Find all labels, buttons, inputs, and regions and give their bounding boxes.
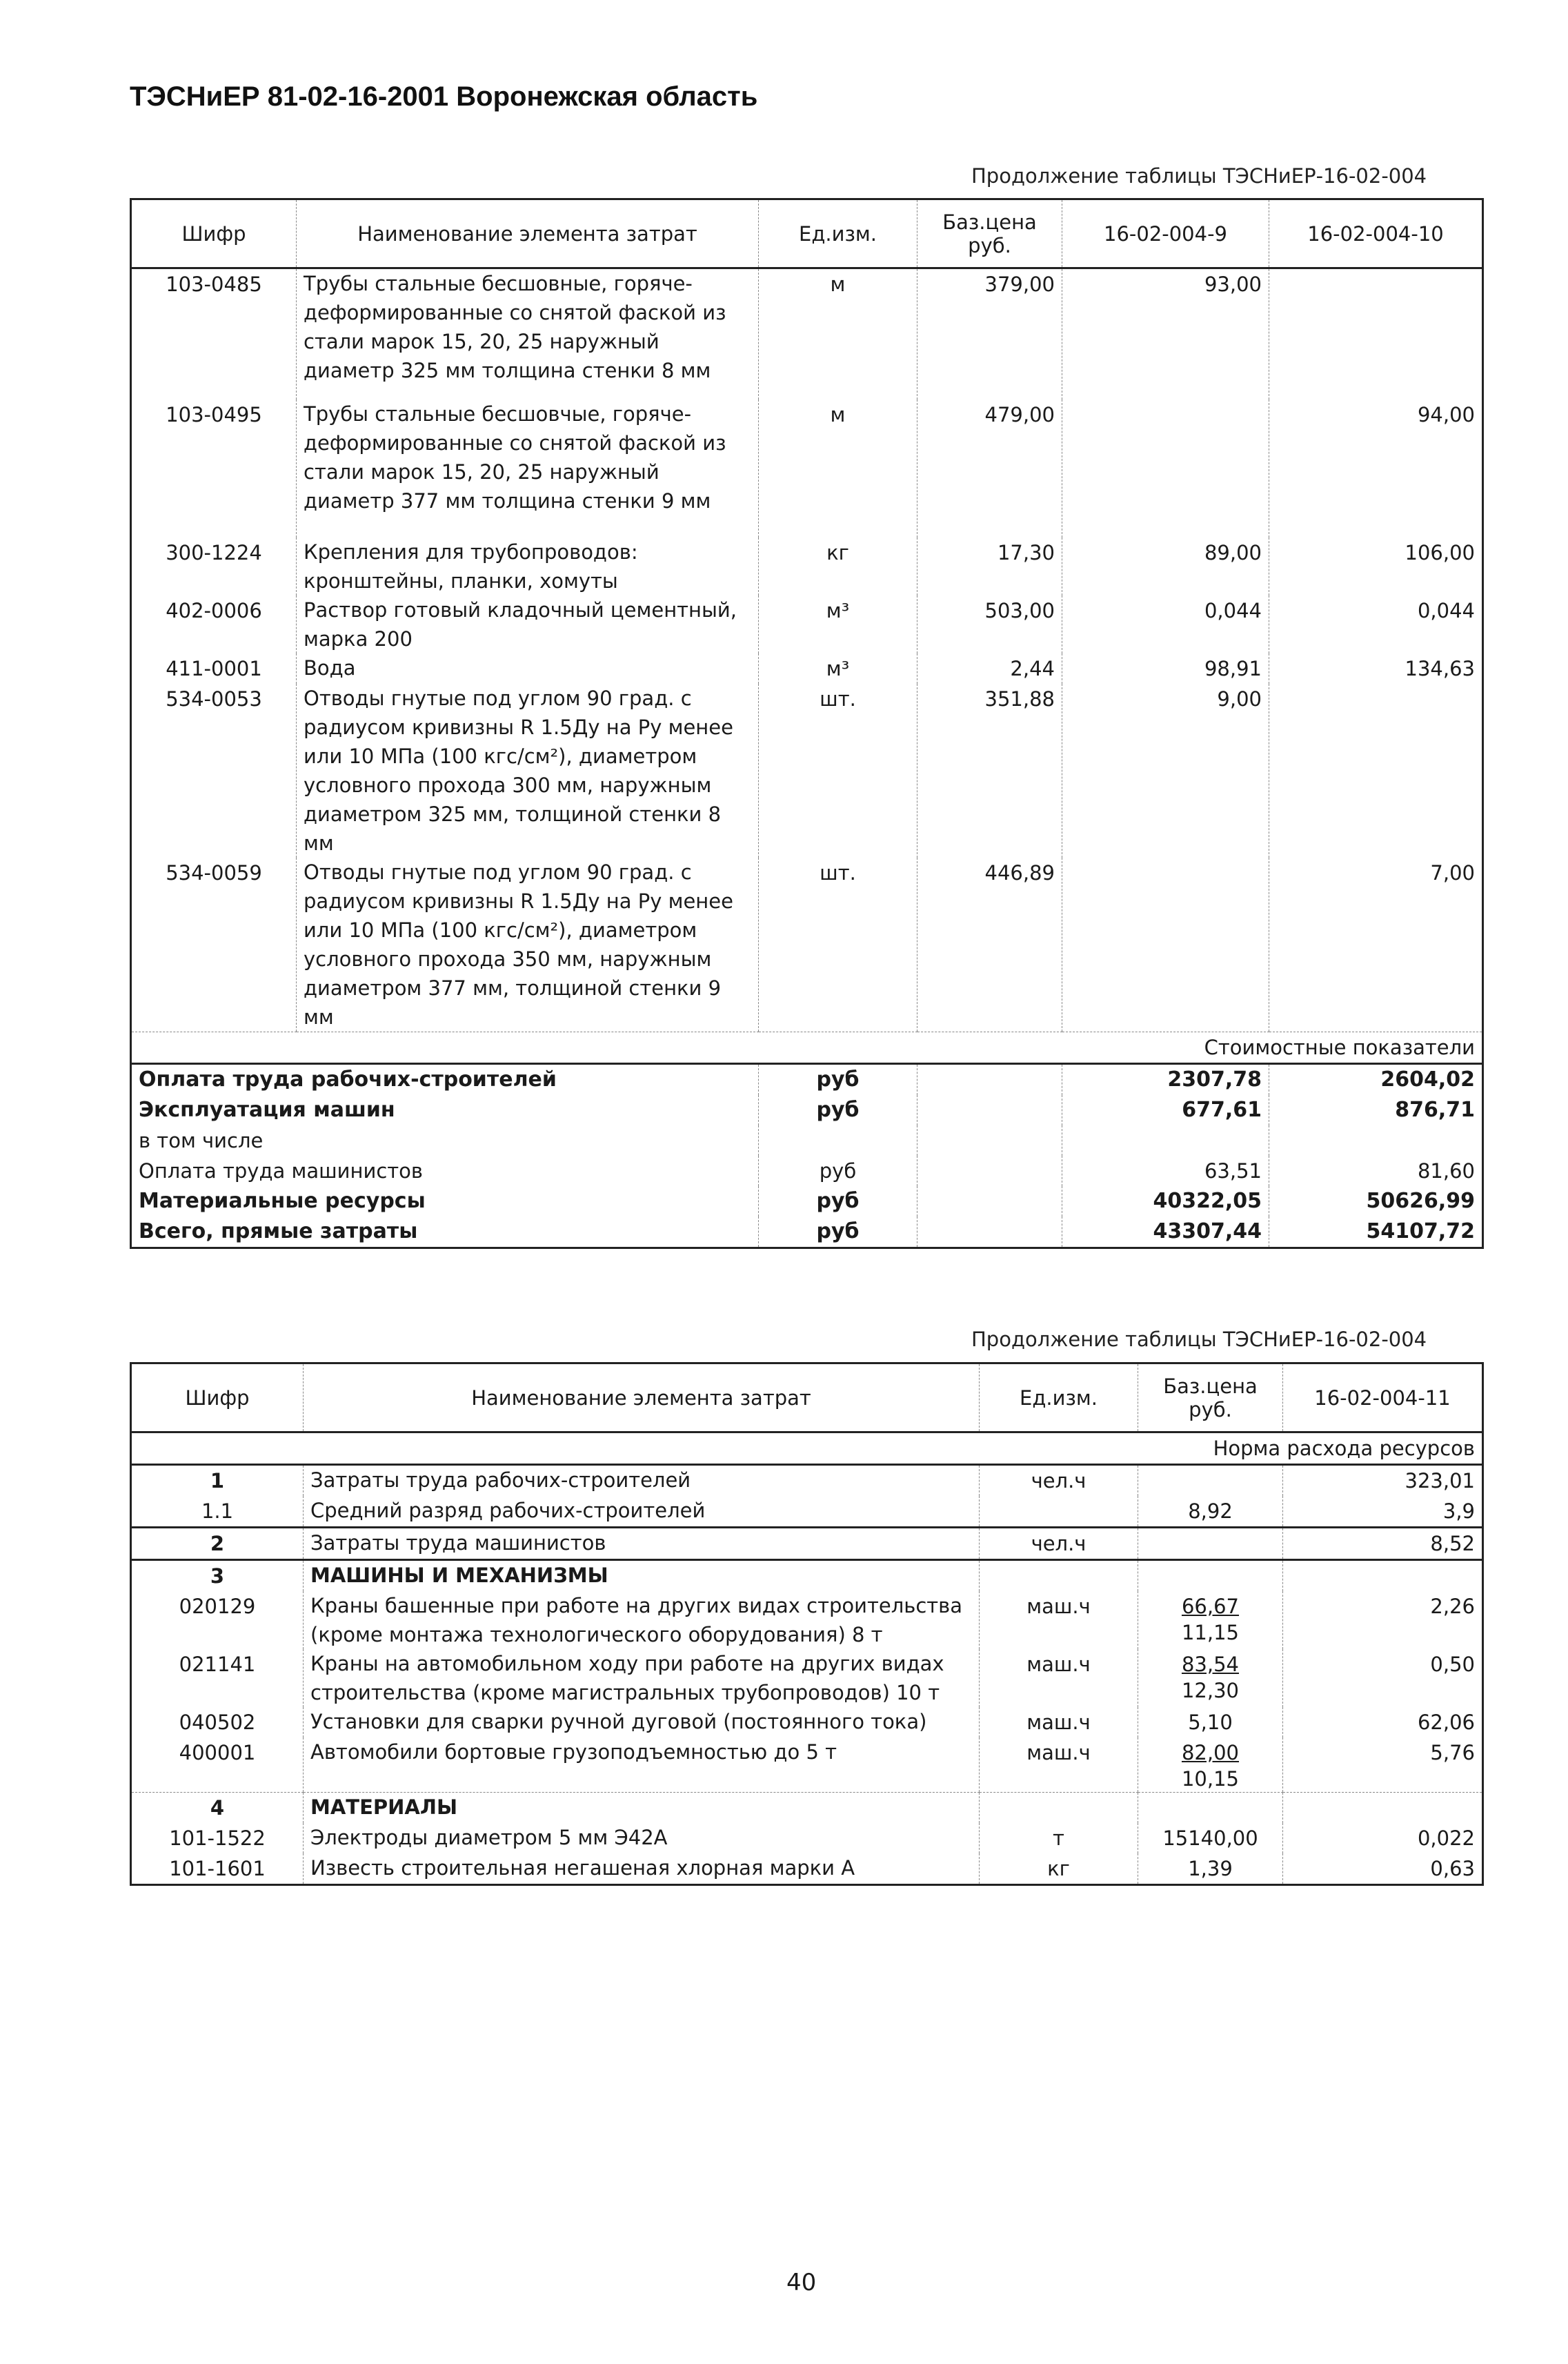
row-name: Крепления для трубопроводов: кронштейны, планки, хомуты [297,538,759,595]
row-name: Краны на автомобильном ходу при работе на других видах строительства (кроме магистральных трубопроводов) 10 т [304,1649,980,1707]
resource-table-1 [130,198,1484,1249]
row-value-9: 9,00 [1062,684,1269,858]
table-row [131,538,1483,595]
row-value-11: 3,9 [1283,1496,1483,1528]
table-row [131,684,1483,858]
table-row [131,1591,1483,1649]
page-title: ТЭСНиЕР 81-02-16-2001 Воронежская область [130,81,758,112]
row-name: Затраты труда машинистов [304,1528,980,1560]
row-name: Отводы гнутые под углом 90 град. с радиусом кривизны R 1.5Ду на Ру менее или 10 МПа (100 кгс/см²), диаметром условного прохода 300 мм, наружным диаметром 325 мм, толщиной стенки 8 мм [297,684,759,858]
header-code: Шифр [131,199,297,268]
row-name: Затраты труда рабочих-строителей [304,1465,980,1497]
resource-table-2 [130,1362,1484,1886]
row-value-11 [1283,1793,1483,1824]
row-value-11 [1283,1560,1483,1592]
header-name: Наименование элемента затрат [304,1363,980,1432]
page-number: 40 [786,2269,817,2296]
table-row [131,1496,1483,1528]
total-unit: руб [759,1217,917,1248]
total-value-9: 43307,44 [1062,1217,1269,1248]
table1-caption: Продолжение таблицы ТЭСНиЕР-16-02-004 [971,164,1427,188]
row-value-9: 0,044 [1062,595,1269,653]
row-unit: т [980,1823,1138,1853]
header-col-10: 16-02-004-10 [1269,199,1483,268]
row-price: 2,44 [917,653,1062,684]
row-unit: м³ [759,595,917,653]
total-price [917,1095,1062,1125]
row-code: 103-0485 [166,273,262,296]
row-code: 020129 [179,1595,256,1618]
price-main: 1,39 [1188,1857,1233,1880]
row-value-11: 0,022 [1283,1823,1483,1853]
row-unit: м³ [759,653,917,684]
price-main: 8,92 [1188,1499,1233,1523]
table-row [131,1737,1483,1793]
row-code: 4 [210,1796,225,1820]
total-label: Эксплуатация машин [139,1097,395,1122]
total-price [917,1125,1062,1156]
section-label: Норма расхода ресурсов [131,1432,1483,1465]
row-value-11: 8,52 [1283,1528,1483,1560]
price-main: 83,54 [1181,1653,1240,1676]
row-name: Автомобили бортовые грузоподъемностью до 5 т [304,1737,980,1793]
row-code: 400001 [131,1737,304,1793]
row-unit [980,1560,1138,1592]
row-price: 351,88 [917,684,1062,858]
row-name: Трубы стальные бесшовчые, горяче-деформированные со снятой фаской из стали марок 15, 20, 25 наружный диаметр 377 мм толщина стенки 9 мм [297,400,759,538]
section-label: Стоимостные показатели [131,1032,1483,1063]
row-price [1138,1707,1283,1737]
row-price: 446,89 [917,858,1062,1032]
row-code: 3 [210,1564,225,1588]
table-row [131,1853,1483,1885]
header-price: Баз.цена руб. [1138,1363,1283,1432]
row-unit: чел.ч [980,1528,1138,1560]
total-price [917,1217,1062,1248]
row-code: 411-0001 [166,656,262,680]
total-row [131,1186,1483,1217]
price-main: 15140,00 [1162,1826,1258,1850]
table-row [131,1823,1483,1853]
total-label: Оплата труда рабочих-строителей [139,1067,557,1092]
table-row [131,1465,1483,1497]
row-value-10: 106,00 [1269,538,1483,595]
row-value-9: 89,00 [1062,538,1269,595]
row-value-10 [1269,268,1483,400]
row-code: 040502 [179,1711,256,1734]
row-unit: чел.ч [980,1465,1138,1497]
table-row [131,1560,1483,1592]
row-name: Известь строительная негашеная хлорная марки А [304,1853,980,1885]
total-value-9: 63,51 [1062,1156,1269,1186]
row-value-9 [1062,858,1269,1032]
table-row [131,1707,1483,1737]
row-unit: маш.ч [980,1737,1138,1793]
table2-caption: Продолжение таблицы ТЭСНиЕР-16-02-004 [971,1328,1427,1351]
table-row [131,653,1483,684]
price-machinist: 10,15 [1181,1767,1240,1791]
row-value-10: 134,63 [1269,653,1483,684]
row-name: Краны башенные при работе на других видах строительства (кроме монтажа технологического оборудования) 8 т [304,1591,980,1649]
total-value-10: 2604,02 [1269,1063,1483,1095]
total-value-9: 677,61 [1062,1095,1269,1125]
row-unit: маш.ч [980,1707,1138,1737]
header-code: Шифр [131,1363,304,1432]
total-label: Оплата труда машинистов [139,1159,423,1183]
total-row [131,1156,1483,1186]
header-price: Баз.цена руб. [917,199,1062,268]
row-name: Вода [297,653,759,684]
row-unit: шт. [759,684,917,858]
total-row [131,1095,1483,1125]
total-value-10: 54107,72 [1269,1217,1483,1248]
total-value-10: 876,71 [1269,1095,1483,1125]
row-value-11: 5,76 [1283,1737,1483,1793]
table-row [131,1528,1483,1560]
row-price: 17,30 [917,538,1062,595]
row-value-11: 0,63 [1283,1853,1483,1885]
total-label: в том числе [139,1128,264,1152]
row-code: 1 [210,1469,225,1493]
table-row [131,1649,1483,1707]
table-row [131,268,1483,400]
row-name: Установки для сварки ручной дуговой (постоянного тока) [304,1707,980,1737]
row-code: 402-0006 [166,598,262,622]
row-unit [980,1496,1138,1528]
header-name: Наименование элемента затрат [297,199,759,268]
row-value-9: 93,00 [1062,268,1269,400]
row-value-10: 7,00 [1269,858,1483,1032]
row-value-10: 0,044 [1269,595,1483,653]
row-value-11: 323,01 [1283,1465,1483,1497]
row-price: 379,00 [917,268,1062,400]
row-code: 101-1601 [169,1857,266,1880]
header-col-11: 16-02-004-11 [1283,1363,1483,1432]
section-label-row [131,1032,1483,1063]
row-price [1138,1649,1283,1707]
row-value-9: 98,91 [1062,653,1269,684]
row-name: Средний разряд рабочих-строителей [304,1496,980,1528]
total-value-10 [1269,1125,1483,1156]
price-main: 5,10 [1188,1711,1233,1734]
table1-body [131,268,1483,1248]
table1-header-row [131,199,1483,268]
total-value-10: 81,60 [1269,1156,1483,1186]
row-value-10 [1269,684,1483,858]
price-machinist: 12,30 [1181,1679,1240,1702]
total-value-9: 40322,05 [1062,1186,1269,1217]
total-unit: руб [759,1156,917,1186]
row-code: 1.1 [131,1496,304,1528]
total-price [917,1156,1062,1186]
total-unit [759,1125,917,1156]
row-price: 503,00 [917,595,1062,653]
total-value-9 [1062,1125,1269,1156]
table-row [131,1793,1483,1824]
row-value-11: 0,50 [1283,1649,1483,1707]
row-price [1138,1591,1283,1649]
row-code: 534-0059 [131,858,297,1032]
row-price: 479,00 [917,400,1062,538]
row-value-11: 62,06 [1283,1707,1483,1737]
total-row [131,1217,1483,1248]
row-price [1138,1496,1283,1528]
row-code: 2 [131,1528,304,1560]
table2-body [131,1432,1483,1885]
total-value-10: 50626,99 [1269,1186,1483,1217]
row-price [1138,1560,1283,1592]
row-price [1138,1528,1283,1560]
price-main: 66,67 [1181,1595,1240,1618]
total-value-9: 2307,78 [1062,1063,1269,1095]
total-label: Всего, прямые затраты [139,1219,418,1243]
header-unit: Ед.изм. [759,199,917,268]
row-unit: кг [980,1853,1138,1885]
total-label: Материальные ресурсы [139,1188,426,1213]
row-code: 300-1224 [166,540,262,564]
row-unit: маш.ч [980,1591,1138,1649]
row-price [1138,1823,1283,1853]
row-value-11: 2,26 [1283,1591,1483,1649]
row-unit: шт. [759,858,917,1032]
row-name: Раствор готовый кладочный цементный, марка 200 [297,595,759,653]
row-code: 021141 [179,1653,256,1676]
row-value-9 [1062,400,1269,538]
total-unit: руб [759,1186,917,1217]
price-machinist: 11,15 [1181,1621,1240,1644]
row-value-10: 94,00 [1269,400,1483,538]
row-name: Отводы гнутые под углом 90 град. с радиусом кривизны R 1.5Ду на Ру менее или 10 МПа (100 кгс/см²), диаметром условного прохода 350 мм, наружным диаметром 377 мм, толщиной стенки 9 мм [297,858,759,1032]
header-unit: Ед.изм. [980,1363,1138,1432]
section-label-row [131,1432,1483,1465]
row-price [1138,1737,1283,1793]
row-unit: м [759,268,917,400]
table2-header-row [131,1363,1483,1432]
total-row [131,1063,1483,1095]
row-unit [980,1793,1138,1824]
total-price [917,1186,1062,1217]
total-row [131,1125,1483,1156]
row-unit: кг [759,538,917,595]
row-unit: маш.ч [980,1649,1138,1707]
row-code: 101-1522 [169,1826,266,1850]
total-unit: руб [759,1095,917,1125]
row-price [1138,1465,1283,1497]
total-price [917,1063,1062,1095]
row-price [1138,1793,1283,1824]
table-row [131,400,1483,538]
row-name: МАТЕРИАЛЫ [304,1793,980,1824]
row-unit: м [759,400,917,538]
price-main: 82,00 [1181,1741,1240,1764]
row-code: 534-0053 [166,687,262,711]
table-row [131,858,1483,1032]
row-name: Трубы стальные бесшовные, горяче-деформированные со снятой фаской из стали марок 15, 20, 25 наружный диаметр 325 мм толщина стенки 8 мм [297,268,759,400]
header-col-9: 16-02-004-9 [1062,199,1269,268]
table-row [131,595,1483,653]
row-code: 103-0495 [166,402,262,426]
row-name: МАШИНЫ И МЕХАНИЗМЫ [304,1560,980,1592]
row-name: Электроды диаметром 5 мм Э42А [304,1823,980,1853]
total-unit: руб [759,1063,917,1095]
row-price [1138,1853,1283,1885]
